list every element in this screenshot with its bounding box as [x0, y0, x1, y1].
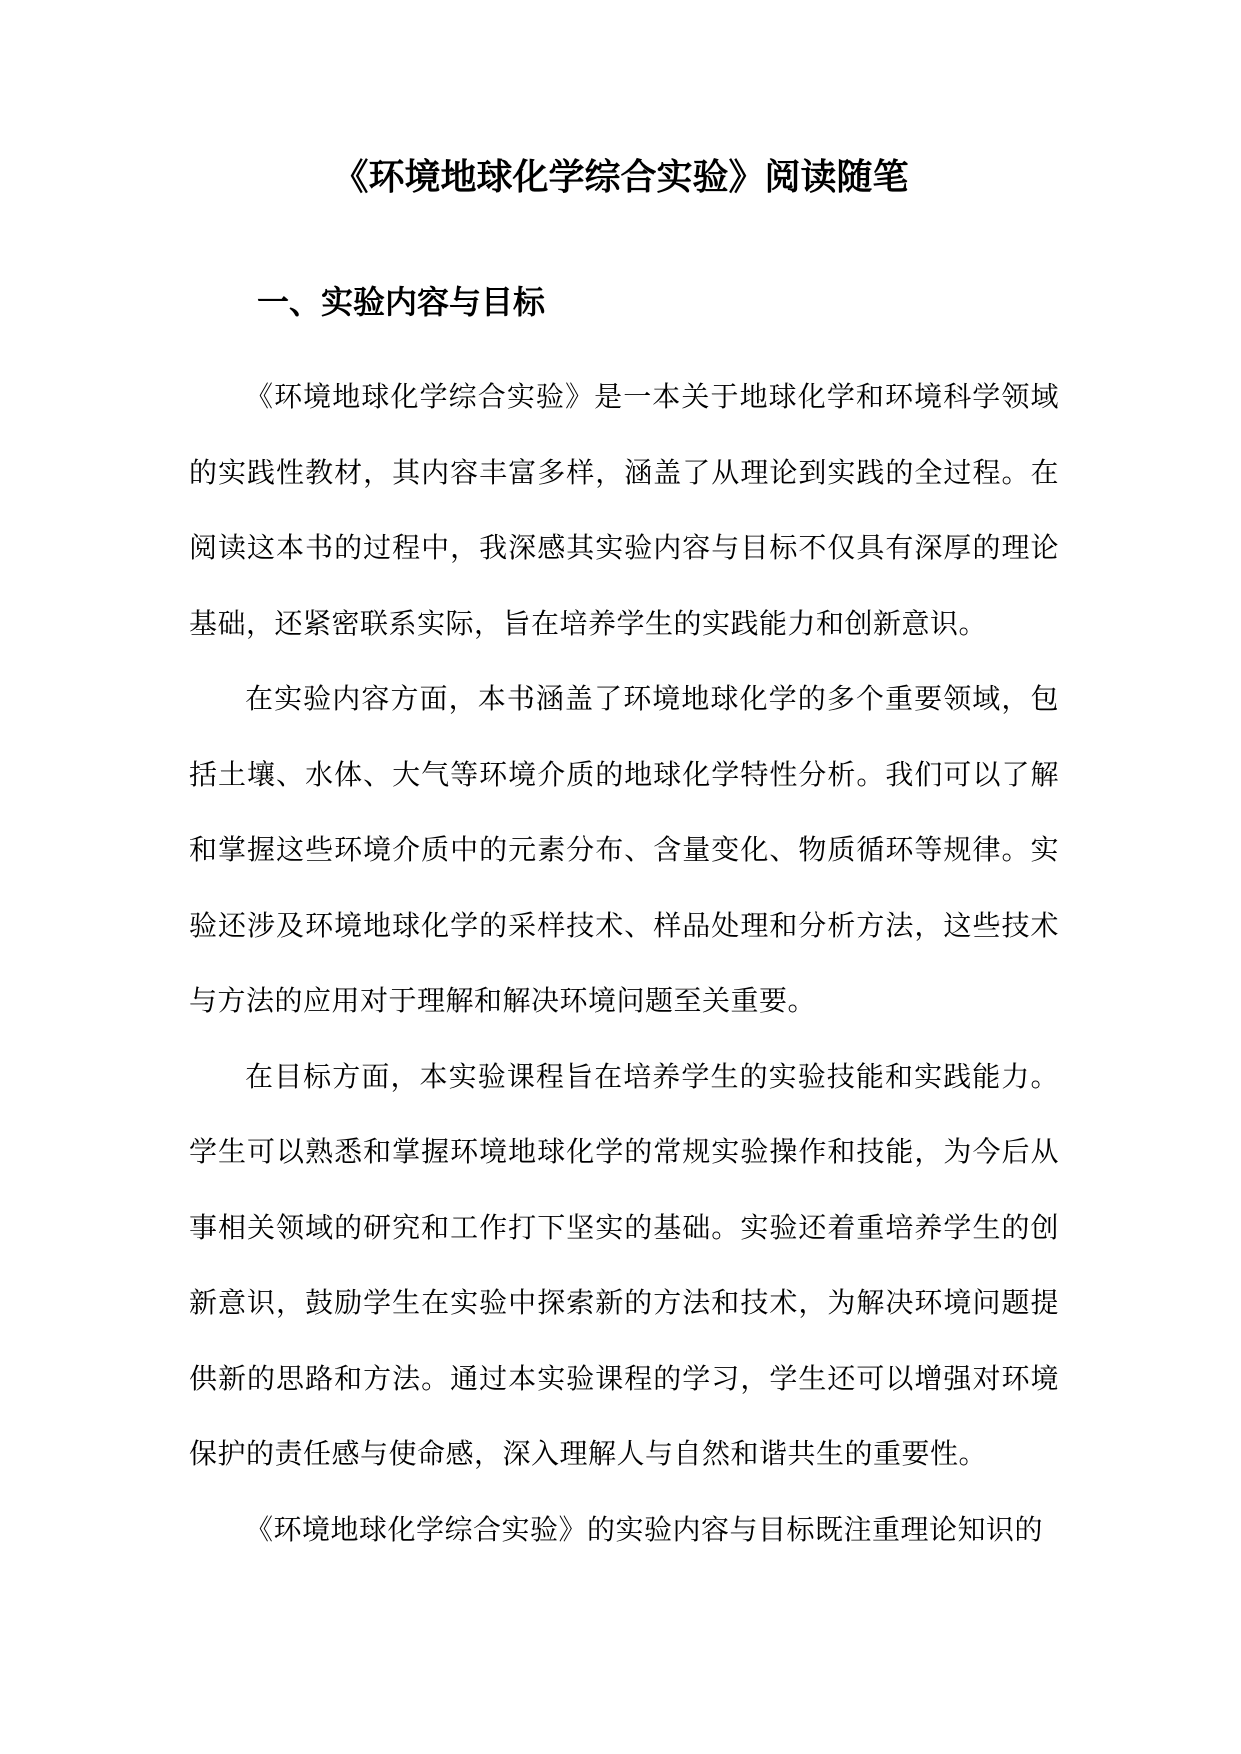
section-heading: 一、实验内容与目标: [257, 283, 546, 321]
paragraph: 《环境地球化学综合实验》是一本关于地球化学和环境科学领域的实践性教材，其内容丰富多样，涵盖了从理论到实践的全过程。在阅读这本书的过程中，我深感其实验内容与目标不仅具有深厚的理论基础，还紧密联系实际，旨在培养学生的实践能力和创新意识。: [189, 380, 1059, 640]
paragraph: 在实验内容方面，本书涵盖了环境地球化学的多个重要领域，包括土壤、水体、大气等环境介质的地球化学特性分析。我们可以了解和掌握这些环境介质中的元素分布、含量变化、物质循环等规律。实验还涉及环境地球化学的采样技术、样品处理和分析方法，这些技术与方法的应用对于理解和解决环境问题至关重要。: [189, 682, 1059, 1017]
page-title: 《环境地球化学综合实验》阅读随笔: [332, 157, 909, 198]
body-text: [189, 359, 1059, 1567]
paragraph: 《环境地球化学综合实验》的实验内容与目标既注重理论知识的: [245, 1512, 1044, 1546]
paragraph: 在目标方面，本实验课程旨在培养学生的实验技能和实践能力。学生可以熟悉和掌握环境地球化学的常规实验操作和技能，为今后从事相关领域的研究和工作打下坚实的基础。实验还着重培养学生的创新意识，鼓励学生在实验中探索新的方法和技术，为解决环境问题提供新的思路和方法。通过本实验课程的学习，学生还可以增强对环境保护的责任感与使命感，深入理解人与自然和谐共生的重要性。: [189, 1059, 1059, 1470]
